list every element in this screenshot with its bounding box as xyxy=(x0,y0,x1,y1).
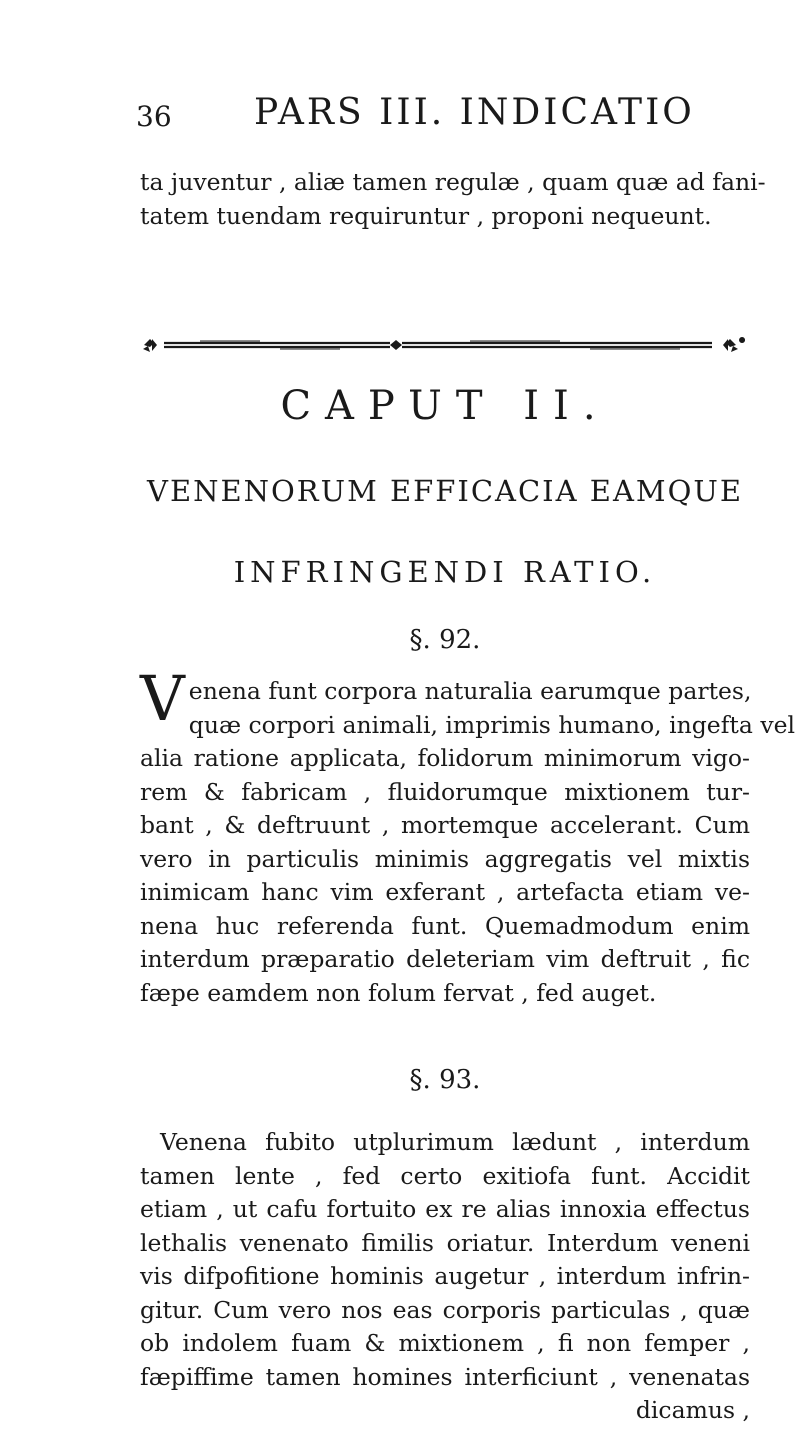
text-line: alia ratione applicata, folidorum minimorum vigo- xyxy=(140,744,750,772)
running-title: PARS III. INDICATIO xyxy=(254,92,695,133)
text-line: nena huc referenda funt. Quemadmodum enim xyxy=(140,911,750,940)
text-line: quæ corpori animali, imprimis humano, ingefta vel xyxy=(188,710,796,739)
chapter-subtitle: VENENORUM EFFICACIA EAMQUE xyxy=(147,474,743,508)
text-line: vis difpofitione hominis augetur , interdum infrin- xyxy=(140,1262,750,1290)
text-line: tatem tuendam requiruntur , proponi nequeunt. xyxy=(140,201,712,230)
page-number: 36 xyxy=(136,100,172,133)
text-line: vero in particulis minimis aggregatis vel mixtis xyxy=(140,844,750,873)
chapter-subtitle: INFRINGENDI RATIO. xyxy=(233,555,657,589)
text-line: tamen lente , fed certo exitiofa funt. Accidit xyxy=(140,1161,750,1190)
section-mark: §. 93. xyxy=(409,1065,481,1095)
text-line: enena funt corpora naturalia earumque partes, xyxy=(188,677,752,705)
text-line: interdum præparatio deleteriam vim deftruit , fic xyxy=(140,945,750,973)
text-line: inimicam hanc vim exferant , artefacta etiam ve- xyxy=(140,878,750,906)
text-line: ta juventur , aliæ tamen regulæ , quam quæ ad fani- xyxy=(140,168,766,196)
section-paragraph xyxy=(140,662,796,1010)
text-line: rem & fabricam , fluidorumque mixtionem tur- xyxy=(140,777,750,806)
text-line: fæpe eamdem non folum fervat , fed auget. xyxy=(140,978,657,1007)
running-head xyxy=(136,92,756,142)
text-line: lethalis venenato fimilis oriatur. Interdum veneni xyxy=(140,1228,750,1257)
drop-initial: V xyxy=(140,662,185,735)
intro-paragraph xyxy=(140,166,766,233)
text-line: etiam , ut cafu fortuito ex re alias innoxia effectus xyxy=(140,1195,750,1223)
text-line: bant , & deftruunt , mortemque accelerant. Cum xyxy=(140,811,750,839)
catchword: dicamus , xyxy=(635,1396,750,1424)
chapter-heading: CAPUT II. xyxy=(280,383,610,429)
text-line: ob indolem fuam & mixtionem , fi non femper , xyxy=(140,1329,750,1357)
text-line: fæpiffime tamen homines interficiunt , venenatas xyxy=(140,1362,750,1391)
text-line: gitur. Cum vero nos eas corporis particulas , quæ xyxy=(140,1295,750,1324)
section-paragraph xyxy=(140,1126,750,1428)
section-mark: §. 92. xyxy=(409,625,481,655)
ornament-rule-icon xyxy=(140,335,750,355)
text-line: Venena fubito utplurimum lædunt , interdum xyxy=(160,1128,750,1156)
